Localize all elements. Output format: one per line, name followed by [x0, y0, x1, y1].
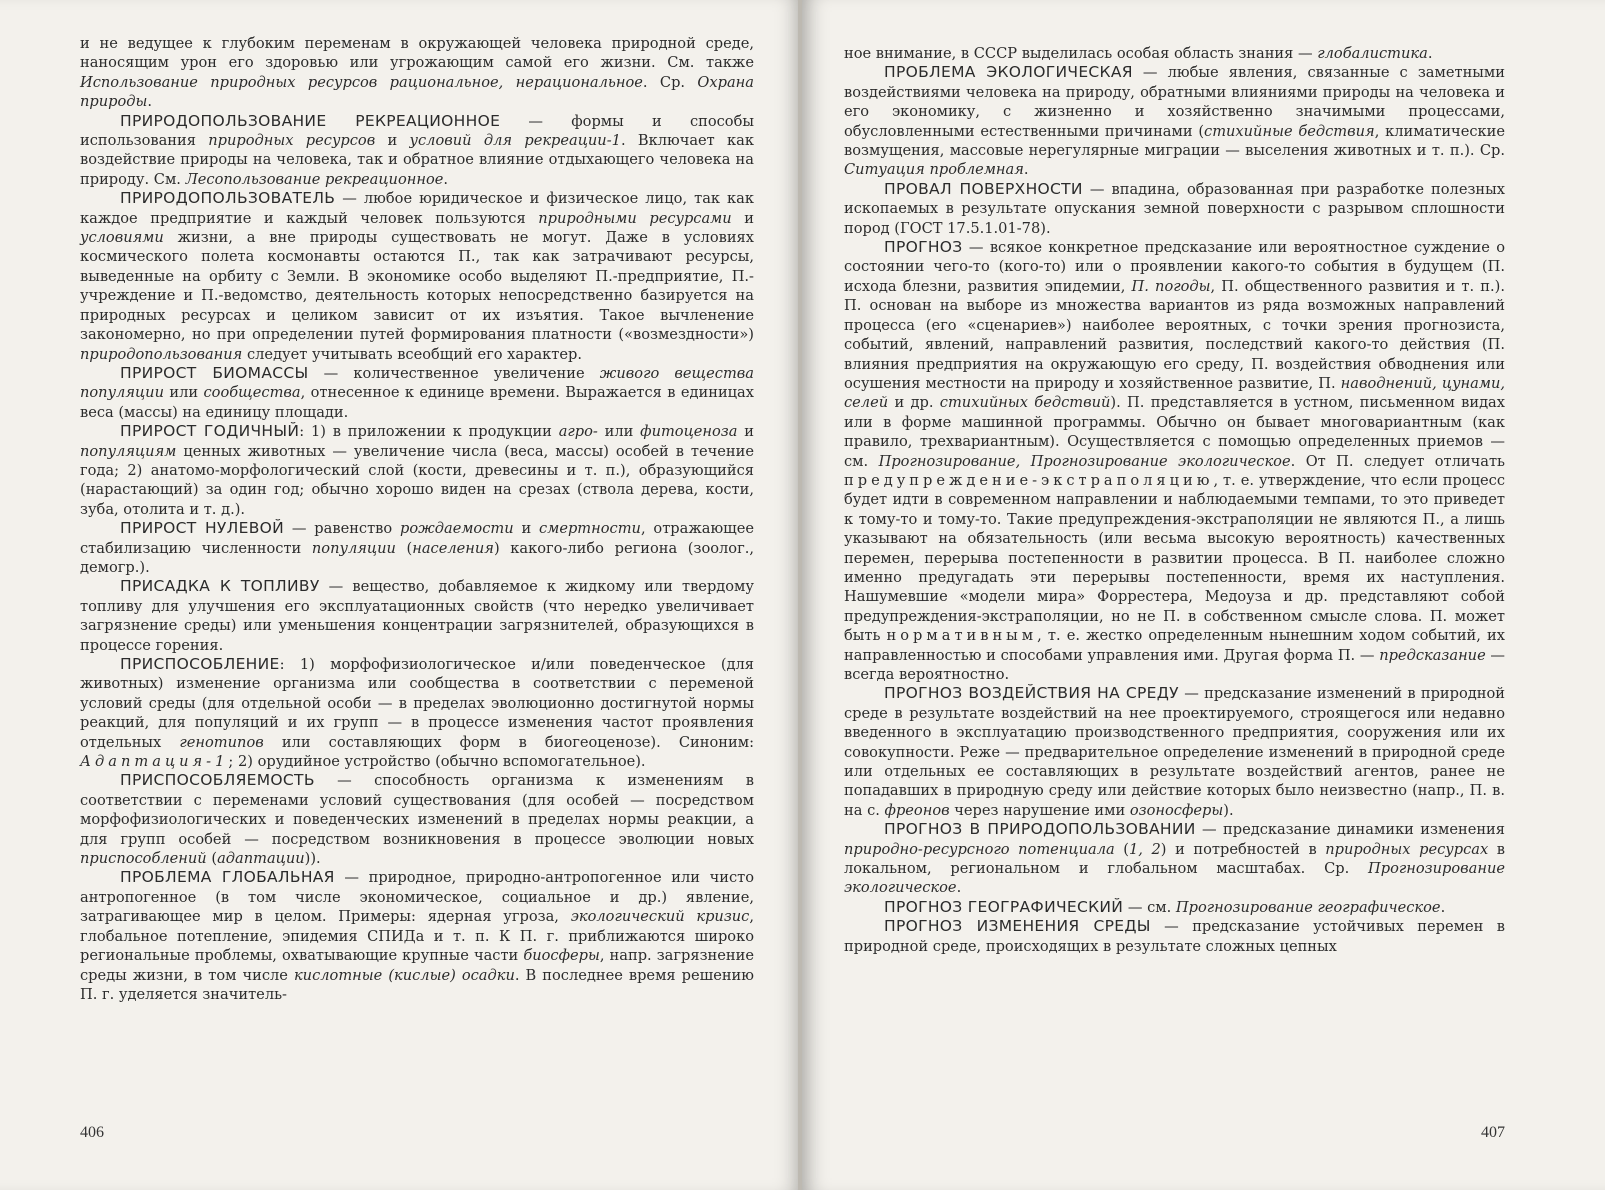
italic-reference: условий для рекреации-1 [409, 132, 621, 150]
entry-headword: ПРИСПОСОБЛЯЕМОСТЬ [120, 771, 315, 790]
entry-text: и [731, 209, 754, 227]
entry-text: ; 2) орудийное устройство (обычно вспомогательное). [228, 753, 646, 771]
page-number-right: 407 [1481, 1124, 1505, 1141]
entry-text: . Включает как воздействие природы на человека, так и обратное влияние отдыхающего человека на природу. См. [80, 132, 754, 188]
italic-reference: Адаптация-1 [80, 753, 229, 771]
italic-reference: рождаемости [400, 520, 514, 538]
entry-text: , отражающее стабилизацию численности [80, 520, 755, 557]
entry-text: ). П. представляется в устном, письменном видах или в форме машинной программы. Обычно он бывает многовариантным (как правило, трехвариантным). Осуществляется с помощью определенных приемов — см. [844, 394, 1505, 470]
dictionary-entry [80, 422, 754, 519]
entry-text: , П. общественного развития и т. п.). П. основан на выборе из множества вариантов из ряда возможных направлений процесса (его «сценариев») наиболее вероятных, с точки зрения прогнозиста, событий, явлений, направлений развития, последствий какого-то действия (П. влияния предприятия на окружающую его среду, П. воздействия обводнения или осушения местности на природу и хозяйственное развитие, П. [844, 277, 1505, 392]
entry-headword: ПРОГНОЗ ИЗМЕНЕНИЯ СРЕДЫ [884, 917, 1151, 936]
entry-text: . [1023, 161, 1029, 179]
entry-text: ценных животных — увеличение числа (веса, массы) особей в течение года; 2) анатомо-морфологический слой (кости, древесины и т. п.), образующийся (нарастающий) за один год; обычно хорошо виден на срезах (ствола дерева, кости, зуба, отолита и т. д.). [80, 442, 754, 518]
entry-text: нормативным [886, 627, 1038, 645]
dictionary-entry [844, 898, 1505, 917]
left-page-text [80, 34, 754, 1004]
entry-text: ) какого-либо региона (зоолог., демогр.). [80, 539, 755, 576]
italic-reference: популяциям [80, 442, 177, 460]
continued-paragraph [80, 34, 754, 112]
italic-reference: П. погоды [1131, 277, 1211, 295]
entry-text: , климатические возмущения, массовые нерегулярные миграции — выселения животных и т. п.). Ср. [844, 122, 1505, 160]
italic-reference: живого вещества популяции [80, 364, 754, 402]
entry-text: . [1427, 45, 1433, 62]
entry-text: — см. [1123, 898, 1176, 916]
entry-text: или составляющих форм в биогеоценозе). Синоним: [263, 733, 754, 751]
entry-text: , т. е. утверждение, что если процесс будет идти в современном направлении и наблюдаемыми темпами, то это приведет к тому-то и тому-то. Такие предупреждения-экстраполяции не являются П., а лишь указывают на обязательность (или весьма высокую вероятность) качественных перемен, перерыва постепенности в развитии процесса. В П. наиболее сложно именно предугадать эти перерывы постепенности, время их наступления. Нашумевшие «модели мира» Форрестера, Медоуза и др. представляют собой предупреждения-экстраполяции, но не П. в собственном смысле слова. П. может быть [844, 471, 1505, 645]
italic-reference: условиями [80, 229, 164, 247]
entry-text: — способность организма к изменениям в соответствии с переменами условий существования (для особей — посредством морфофизиологических и поведенческих изменений в пределах нормы реакции, а для групп особей — посредством возникновения в процессе эволюции новых [80, 772, 754, 848]
entry-text: : 1) в приложении к продукции [299, 423, 559, 441]
entry-text: )). [304, 850, 321, 868]
entry-text: предупреждение-экстраполяцию [844, 471, 1214, 489]
entry-text: — любое юридическое и физическое лицо, так как каждое предприятие и каждый человек пользуются [80, 190, 754, 227]
entry-text: . [443, 170, 449, 188]
entry-text: ( [1114, 840, 1129, 858]
dictionary-entry [844, 63, 1505, 179]
italic-reference: природных ресурсах [1325, 840, 1489, 858]
entry-text: , напр. загрязнение среды жизни, в том числе [80, 947, 754, 984]
entry-text: ное внимание, в СССР выделилась особая область знания — [844, 45, 1318, 62]
italic-reference: Лесопользование рекреационное [185, 170, 444, 188]
italic-reference: стихийных бедствий [939, 394, 1111, 412]
entry-text: — предсказание устойчивых перемен в природной среде, происходящих в результате сложных цепных [844, 918, 1505, 955]
entry-text: — всякое конкретное предсказание или вероятностное суждение о состоянии чего-то (кого-то) или о проявлении какого-то события в будущем (П. исхода блезни, развития эпидемии, [844, 239, 1505, 295]
entry-headword: ПРИРОДОПОЛЬЗОВАТЕЛЬ [120, 189, 336, 208]
italic-reference: Использование природных ресурсов рациональное, нерациональное [80, 73, 643, 91]
entry-text: и [513, 520, 540, 538]
italic-reference: кислотные (кислые) осадки [293, 966, 515, 984]
entry-headword: ПРИРОСТ БИОМАССЫ [120, 363, 309, 382]
italic-reference: природно-ресурсного потенциала [844, 840, 1115, 858]
italic-reference: природопользования [80, 345, 243, 363]
italic-reference: Прогнозирование экологическое [844, 860, 1505, 897]
dictionary-entry [844, 684, 1505, 820]
entry-text: — любые явления, связанные с заметными воздействиями человека на природу, обратными влияниями природы на человека и его экономику, с жизненно и хозяйственно значимыми процессами, обусловленными естественными причинами ( [844, 64, 1505, 140]
page-number-left: 406 [80, 1124, 104, 1141]
entry-headword: ПРОГНОЗ [884, 238, 963, 257]
dictionary-entry [80, 112, 754, 190]
italic-reference: агро- [558, 423, 598, 441]
entry-headword: ПРОВАЛ ПОВЕРХНОСТИ [884, 179, 1083, 198]
italic-reference: природными ресурсами [538, 209, 732, 227]
dictionary-entry [80, 868, 754, 1004]
entry-text: — предсказание изменений в природной среде в результате воздействий на нее проектируемого, строящегося или недавно введенного в эксплуатацию производственного предприятия, сооружения или их совокупности. Реже — предварительное определение изменений в природной среде или отдельных ее составляющих в результате воздействий агентов, ранее не попадавших в природную среду или действие которых было неизвестно (напр., П. в. на с. [844, 685, 1505, 819]
italic-reference: генотипов [179, 733, 264, 751]
entry-text: — равенство [284, 520, 401, 538]
entry-headword: ПРОБЛЕМА ГЛОБАЛЬНАЯ [120, 868, 335, 887]
italic-reference: 1, 2 [1128, 840, 1161, 858]
entry-text: ( [395, 539, 413, 557]
dictionary-entry [80, 771, 754, 868]
italic-reference: смертности [539, 520, 641, 538]
entry-text: . [147, 93, 153, 111]
right-page [802, 0, 1605, 1190]
entry-headword: ПРОГНОЗ В ПРИРОДОПОЛЬЗОВАНИИ [884, 820, 1196, 839]
italic-reference: фреонов [884, 801, 950, 819]
left-page [0, 0, 802, 1190]
italic-reference: фитоценоза [640, 423, 738, 441]
entry-headword: ПРОГНОЗ ГЕОГРАФИЧЕСКИЙ [884, 897, 1124, 916]
entry-text: — впадина, образованная при разработке полезных ископаемых в результате опускания земной поверхности с разрывом сплошности пород (ГОСТ 17.5.1.01-78). [844, 180, 1505, 237]
entry-text: и др. [888, 394, 940, 412]
entry-text: и [375, 132, 410, 150]
entry-text: , глобальное потепление, эпидемия СПИДа и т. п. К П. г. приближаются широко региональные проблемы, охватывающие крупные части [80, 908, 754, 965]
entry-text: . Ср. [642, 73, 698, 91]
entry-text: . [956, 879, 962, 897]
italic-reference: предсказание [1379, 646, 1486, 664]
italic-reference: популяции [311, 539, 396, 557]
italic-reference: стихийные бедствия [1204, 122, 1375, 140]
entry-text: — формы и способы использования [80, 112, 754, 150]
italic-reference: Охрана природы [80, 73, 754, 111]
italic-reference: экологический кризис [570, 908, 750, 926]
entry-text: . [1440, 898, 1446, 916]
italic-reference: озоносферы [1129, 801, 1224, 819]
entry-text: и не ведущее к глубоким переменам в окружающей человека природной среде, наносящим урон его здоровью или угрожающим самой его жизни. См. также [80, 35, 754, 72]
italic-reference: наводнений, цунами, селей [844, 374, 1505, 412]
entry-text: жизни, а вне природы существовать не могут. Даже в условиях космического полета космонавты остаются П., так как затрачивают ресурсы, выведенные на орбиту с Земли. В экономике особо выделяют П.-предприятие, П.-учреждение и П.-ведомство, деятельность которых непосредственно базируется на природных ресурсах и целиком зависит от их изъятия. Такое вычленение закономерно, но при определении путей формирования платности («возмездности») [80, 229, 754, 344]
entry-text: . От П. следует отличать [1290, 452, 1506, 470]
entry-text: в локальном, региональном и глобальном масштабах. Ср. [844, 840, 1505, 878]
entry-text: следует учитывать всеобщий его характер. [242, 345, 582, 363]
entry-text: или [597, 423, 641, 441]
dictionary-entry [844, 917, 1505, 956]
dictionary-entry [844, 238, 1505, 684]
italic-reference: Ситуация проблемная [844, 161, 1024, 179]
entry-headword: ПРИСПОСОБЛЕНИЕ [120, 655, 280, 673]
continued-paragraph [844, 44, 1505, 63]
entry-headword: ПРОГНОЗ ВОЗДЕЙСТВИЯ НА СРЕДУ [884, 684, 1179, 703]
italic-reference: приспособлений [80, 850, 207, 868]
dictionary-entry [844, 180, 1505, 238]
entry-text: через нарушение ими [949, 801, 1130, 819]
entry-headword: ПРИРОСТ НУЛЕВОЙ [120, 519, 285, 538]
entry-text: — всегда вероятностно. [844, 646, 1506, 683]
italic-reference: Прогнозирование, Прогнозирование экологическое [878, 452, 1291, 470]
entry-text: ) и потребностей в [1160, 840, 1326, 858]
dictionary-entry [80, 655, 754, 771]
entry-headword: ПРОБЛЕМА ЭКОЛОГИЧЕСКАЯ [884, 63, 1133, 82]
right-page-text [844, 44, 1505, 956]
italic-reference: глобалистика [1317, 45, 1428, 62]
entry-text: — природное, природно-антропогенное или чисто антропогенное (в том числе экономическое, социальное и др.) явление, затрагивающее мир в целом. Примеры: ядерная угроза, [80, 869, 754, 926]
italic-reference: населения [412, 539, 494, 557]
italic-reference: природных ресурсов [208, 132, 376, 150]
italic-reference: сообщества [203, 384, 301, 402]
entry-text: ( [206, 850, 218, 868]
dictionary-entry [80, 577, 754, 655]
entry-text: — количественное увеличение [308, 364, 600, 382]
dictionary-entry [80, 519, 754, 577]
entry-text: ). [1223, 801, 1234, 819]
entry-text: , т. е. жестко определенным нынешним ходом событий, их направленностью и способами управления ими. Другая форма П. — [844, 627, 1505, 664]
entry-text: — предсказание динамики изменения [1195, 821, 1505, 839]
italic-reference: адаптации [217, 850, 305, 868]
entry-text: : 1) морфофизиологическое и/или поведенческое (для животных) изменение организма или сообщества в соответствии с переменой условий среды (для отдельной особи — в пределах эволюционно достигнутой нормы реакций, для популяций и их групп — в процессе изменения частот проявления отдельных [80, 656, 754, 751]
italic-reference: Прогнозирование географическое [1175, 898, 1441, 916]
dictionary-entry [80, 189, 754, 364]
italic-reference: биосферы [523, 947, 600, 965]
entry-text: — вещество, добавляемое к жидкому или твердому топливу для улучшения его эксплуатационных свойств (что нередко увеличивает загрязнение среды) или уменьшения концентрации загрязнителей, образующихся в процессе горения. [80, 578, 754, 654]
dictionary-entry [80, 364, 754, 422]
entry-headword: ПРИРОСТ ГОДИЧНЫЙ [120, 422, 300, 441]
dictionary-entry [844, 820, 1505, 898]
entry-text: , отнесенное к единице времени. Выражается в единицах веса (массы) на единицу площади. [80, 384, 754, 421]
entry-text: . В последнее время решению П. г. уделяется значитель- [80, 966, 754, 1003]
entry-text: и [737, 423, 754, 441]
entry-text: или [164, 384, 204, 402]
entry-headword: ПРИСАДКА К ТОПЛИВУ [120, 577, 320, 596]
entry-headword: ПРИРОДОПОЛЬЗОВАНИЕ РЕКРЕАЦИОННОЕ [120, 111, 501, 130]
